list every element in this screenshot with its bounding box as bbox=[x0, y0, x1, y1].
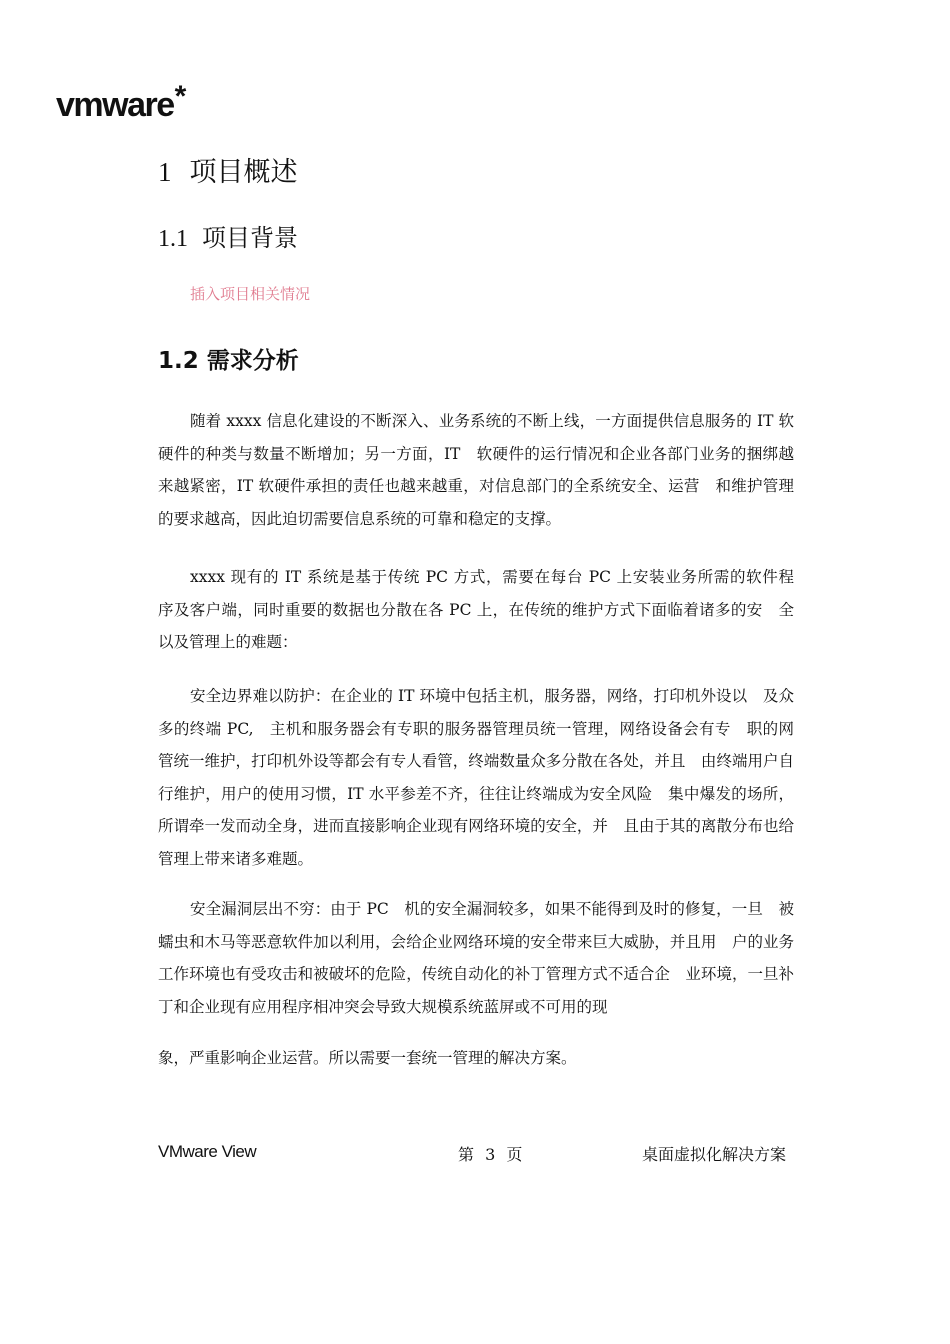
placeholder-text: 插入项目相关情况 bbox=[190, 285, 311, 303]
logo-text: vmware bbox=[56, 86, 174, 124]
section-1-1-title: 项目背景 bbox=[202, 224, 298, 252]
paragraph-security-holes: 安全漏洞层出不穷：由于 PC 机的安全漏洞较多，如果不能得到及时的修复，一旦 被蠕虫和木马等恶意软件加以利用，会给企业网络环境的安全带来巨大威胁，并且用 户的业务工作环境也有受攻击和被破坏的危险，传统自动化的补丁管理方式不适合企 业环境，一旦补丁和企业现有应用程序相冲突会导致大规模系统蓝屏或不可用的现 bbox=[158, 900, 794, 1016]
paragraph-current-system: xxxx 现有的 IT 系统是基于传统 PC 方式，需要在每台 PC 上安装业务所需的软件程 序及客户端，同时重要的数据也分散在各 PC 上，在传统的维护方式下面临着诸多的安 全以及管理上的难题： bbox=[158, 568, 810, 651]
vmware-logo bbox=[56, 80, 185, 125]
logo-mark: * bbox=[174, 80, 185, 113]
section-1-1-number: 1.1 bbox=[158, 226, 188, 252]
section-1-1-heading bbox=[158, 218, 298, 253]
footer-doc-title: 桌面虚拟化解决方案 bbox=[642, 1145, 787, 1164]
section-1-2-heading: 1.2 需求分析 bbox=[158, 348, 299, 374]
paragraph-continuation: 象，严重影响企业运营。所以需要一套统一管理的解决方案。 bbox=[158, 1049, 577, 1067]
section-1-heading bbox=[158, 150, 298, 189]
footer-product: VMware View bbox=[158, 1142, 257, 1161]
paragraph-security-boundary: 安全边界难以防护：在企业的 IT 环境中包括主机，服务器，网络，打印机外设以 及众多的终端 PC, 主机和服务器会有专职的服务器管理员统一管理，网络设备会有专 职的网管统一维护，打印机外设等都会有专人看管，终端数量众多分散在各处，并且 由终端用户自行维护，用户的使用习惯，IT 水平参差不齐，往往让终端成为安全风险 集中爆发的场所，所谓牵一发而动全身，进而直接影响企业现有网络环境的安全，并 且由于其的离散分布也给管理上带来诸多难题。 bbox=[158, 687, 794, 868]
section-1-number: 1 bbox=[158, 157, 172, 187]
footer-page-number: 第 3 页 bbox=[458, 1145, 523, 1164]
paragraph-background: 随着 xxxx 信息化建设的不断深入、业务系统的不断上线，一方面提供信息服务的 IT 软硬件的种类与数量不断增加；另一方面，IT 软硬件的运行情况和企业各部门业务的捆绑越来越紧密，IT 软硬件承担的责任也越来越重，对信息部门的全系统安全、运营 和维护管理的要求越高，因此迫切需要信息系统的可靠和稳定的支撑。 bbox=[158, 412, 794, 528]
section-1-title: 项目概述 bbox=[189, 157, 298, 188]
